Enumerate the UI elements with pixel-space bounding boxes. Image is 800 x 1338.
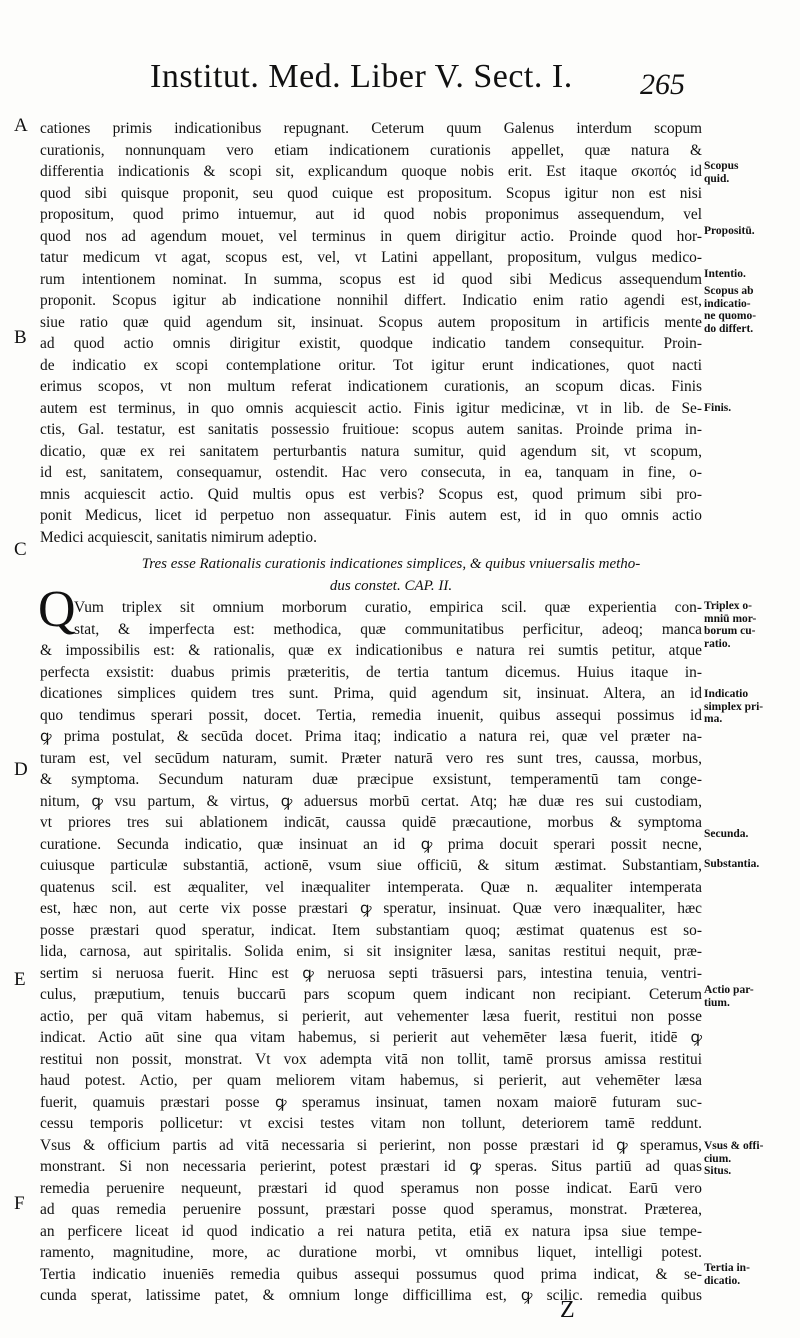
text-line: propositum, quod primo intuemur, aut id quod nobis proponimus assequendum, vel xyxy=(40,206,702,223)
text-block-2 xyxy=(40,597,702,1307)
section-letter-e: E xyxy=(14,969,26,990)
text-line: de indicatio ex scopi contemplatione oritur. Tot igitur erunt indicationes, quot nacti xyxy=(40,356,702,374)
text-block-1 xyxy=(40,118,702,548)
text-line: ponit Medicus, licet id perpetuo non assequatur. Finis autem est, id in quo omnis actio xyxy=(40,507,702,524)
text-line: Tertia indicatio inueniēs remedia quibus assequi possumus quod prima indicat, & se- xyxy=(40,1265,702,1283)
text-line: id est, sanitatem, consequamur, ostendit. Hac vero consecuta, in ea, tanquam in fine, o- xyxy=(40,464,702,481)
text-line: posse præstari quod speratur, indicat. Item substantiam quoq; æstimat quatenus est so- xyxy=(40,921,702,939)
text-line: quod sibi quisque proponit, seu quod cuique est propositum. Scopus igitur non est nisi xyxy=(40,184,702,202)
text-line: quod nos ad agendum mouet, vel terminus in quem dirigitur actio. Proinde quod hor- xyxy=(40,227,702,245)
chapter-heading-line-2: dus constet. CAP. II. xyxy=(329,577,453,594)
section-letter-a: A xyxy=(14,115,28,136)
text-line: mnis acquiescit actio. Quid multis opus est verbis? Scopus est, quod primum sibi pro- xyxy=(40,485,702,503)
margin-note: Intentio. xyxy=(704,268,746,280)
text-line: fuerit, quamuis præstari posse ꝙ speramus insinuat, tamen noxam maiorē futuram suc- xyxy=(40,1093,702,1111)
text-line: ad quas remedia peruenire possunt, præstari posse quod speramus, monstrat. Præterea, xyxy=(40,1201,702,1218)
chapter-heading-line-1: Tres esse Rationalis curationis indicationes simplices, & quibus vniuersalis metho- xyxy=(141,556,641,572)
text-line: an perficere liceat id quod indicatio a rei natura petita, etiā ex natura ipsa siue tempe- xyxy=(40,1222,702,1240)
main-text xyxy=(40,118,702,1307)
text-line: nitum, ꝙ vsu partum, & virtus, ꝙ aduersus morbū certat. Atq; hæ duæ res sui custodiam, xyxy=(40,792,702,810)
text-line: haud potest. Actio, per quam meliorem vitam habemus, si perierit, aut vehemēter læsa xyxy=(40,1072,702,1089)
margin-note: Secunda. xyxy=(704,828,749,840)
margin-note: Actio par- tium. xyxy=(704,984,754,1009)
section-letter-f: F xyxy=(14,1193,25,1214)
margin-note: Finis. xyxy=(704,402,732,414)
section-letter-c: C xyxy=(14,539,27,560)
text-line: indicat. Actio aūt sine qua vitam habemus, si perierit aut vehemēter læsa fuerit, itidē ꝙ xyxy=(40,1029,702,1046)
text-line: restitui non possit, monstrat. Vt vox adempta vitā non tollit, tamē prorsus amissa restitui xyxy=(40,1050,702,1068)
signature-mark: Z xyxy=(560,1297,575,1323)
text-line: Medici acquiescit, sanitatis nimirum adeptio. xyxy=(40,528,317,546)
text-line: erimus scopos, vt non multum referat indicationem curationis, an scopum dicas. Finis xyxy=(40,378,702,395)
text-line: cuiusque particulæ substantiā, actionē, vsum siue officiū, & situm æstimat. Substantiam, xyxy=(40,857,702,874)
text-line: siue ratio quæ quid agendum sit, insinuat. Scopus autem propositum in artificis mente xyxy=(40,313,702,331)
running-title: Institut. Med. Liber V. Sect. I. xyxy=(150,58,573,95)
text-line: culus, præputium, tenuis buccarū pars scopum quem indicant non recipiant. Ceterum xyxy=(40,986,702,1003)
text-line: ꝙ prima postulat, & secūda docet. Prima itaq; indicatio a natura rei, quæ vel præter na- xyxy=(40,728,702,745)
text-line: ctis, Gal. testatur, est sanitatis possessio fruitioue: scopus autem sanitas. Proinde prima in- xyxy=(40,421,702,438)
text-line: & impossibilis est: & rationalis, quæ ex indicationibus e natura rei sumtis petitur, atque xyxy=(40,642,702,659)
margin-note: Propositū. xyxy=(704,225,755,237)
text-line: stat, & imperfecta est: methodica, quæ communitatibus perficitur, adeoq; manca xyxy=(74,620,702,638)
text-line: turam est, vel secūdum naturam, sumit. Præter naturā vero res sunt tres, caussa, morbus, xyxy=(40,749,702,767)
text-line: est, hæc non, aut certe vix posse præstari ꝙ speratur, insinuat. Quæ vero inæqualiter, hæc xyxy=(40,900,702,917)
text-line: actio, per quā vitam habemus, si perierit, aut vehementer læsa fuerit, restitui non posse xyxy=(40,1007,702,1025)
text-line: ramento, magnitudine, more, ac duratione morbi, vt omnibus liquet, intelligi potest. xyxy=(40,1244,702,1261)
margin-note: Vsus & offi- cium. Situs. xyxy=(704,1140,764,1177)
margin-note: Scopus quid. xyxy=(704,160,739,185)
text-line: ad quod actio omnis dirigitur existit, quodque indicatio tandem consequitur. Proin- xyxy=(40,335,702,352)
text-line: differentia indicationis & scopi sit, explicandum quoque nobis erit. Est itaque σκοπός id xyxy=(40,163,702,180)
text-line: autem est terminus, in quo omnis acquiescit actio. Finis igitur medicinæ, vt in lib. de Se- xyxy=(40,399,702,417)
text-line: lida, carnosa, aut spiritalis. Solida enim, si sit insigniter læsa, sanitas restitui nequit, præ- xyxy=(40,943,702,960)
text-line: curatione. Secunda indicatio, quæ insinuat an id ꝙ prima docuit sperari possit necne, xyxy=(40,835,702,853)
text-line: tatur medicum vt agat, scopus est, vel, vt Latini appellant, propositum, vulgus medico- xyxy=(40,249,702,266)
text-line: monstrant. Si non necessaria perierint, potest præstari id ꝙ speras. Situs partiū ad quas xyxy=(40,1158,702,1175)
text-line: cessu temporis pollicetur: vt excisi testes vitam non tollunt, deteriorem tamē reddunt. xyxy=(40,1115,702,1132)
section-letter-d: D xyxy=(14,759,28,780)
text-line: perfecta exsistit: duabus primis præteritis, de tertia tantum dicemus. Huius itaque in- xyxy=(40,663,702,681)
text-line: quo tendimus sperari possit, docet. Tertia, remedia inuenit, quibus assequi possimus id xyxy=(40,706,702,724)
margin-note: Tertia in- dicatio. xyxy=(704,1262,750,1287)
text-line: quatenus scil. est æqualiter, vel inæqualiter intemperata. Quæ n. æqualiter intemperata xyxy=(40,878,702,896)
page-number: 265 xyxy=(640,68,685,101)
text-line: sertim si neruosa fuerit. Hinc est ꝙ neruosa septi trāsuersi pars, intestina tenuia, ventri- xyxy=(40,964,702,982)
page-header xyxy=(0,58,800,108)
text-line: cunda sperat, latissime patet, & omnium longe difficillima est, ꝙ scilic. remedia quibus xyxy=(40,1287,702,1304)
text-line: Vsus & officium partis ad vitā necessaria si perierint, non posse præstari id ꝙ speramus, xyxy=(40,1136,702,1154)
text-line: curationis, nonnunquam vero etiam indicationem curationis appellet, quæ natura & xyxy=(40,141,702,159)
text-line: Vum triplex sit omnium morborum curatio, empirica scil. quæ experientia con- xyxy=(74,599,702,616)
text-line: dicationes simplices quidem tres sunt. Prima, quid agendum sit, insinuat. Altera, an id xyxy=(40,685,702,702)
margin-note: Indicatio simplex pri- ma. xyxy=(704,688,764,725)
margin-note: Scopus ab indicatio- ne quomo- do differt. xyxy=(704,285,757,335)
text-line: rum intentionem nominat. In summa, scopus est id quod sibi Medicus assequendum xyxy=(40,270,702,288)
margin-note: Triplex o- mniū mor- borum cu- ratio. xyxy=(704,600,757,650)
text-line: cationes primis indicationibus repugnant. Ceterum quum Galenus interdum scopum xyxy=(40,120,702,137)
text-line: remedia peruenire nequeunt, præstari id quod speramus non posse indicat. Earū vero xyxy=(40,1179,702,1197)
section-letter-b: B xyxy=(14,327,27,348)
drop-cap: Q xyxy=(38,581,76,638)
text-line: & symptoma. Secundum naturam duæ præcipue exsistunt, temperamentū tam conge- xyxy=(40,771,702,788)
text-line: vt priores tres sui ablationem indicāt, caussa quidē præcautione, morbus & symptoma xyxy=(40,814,702,831)
text-line: proponit. Scopus igitur ab indicatione nonnihil differt. Indicatio enim ratio agendi est, xyxy=(40,292,702,309)
margin-note: Substantia. xyxy=(704,858,760,870)
text-line: dicatio, quæ ex rei sanitatem perturbantis natura sumitur, quid agendum sit, vt scopum, xyxy=(40,442,702,460)
